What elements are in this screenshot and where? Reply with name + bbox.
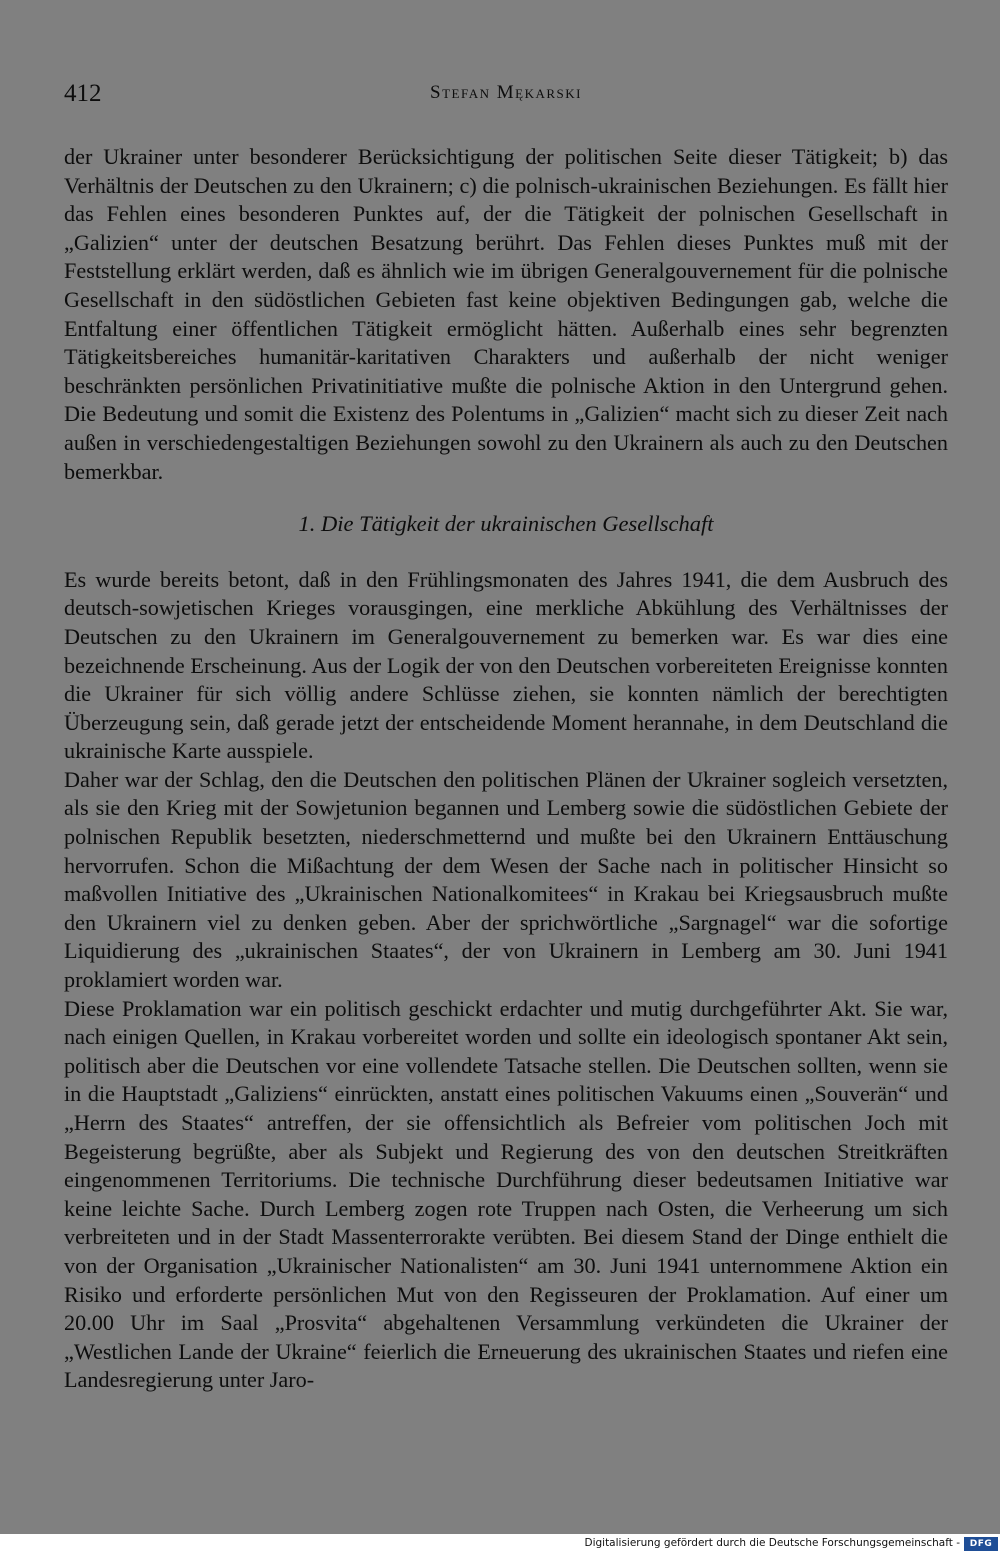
paragraph-2: Daher war der Schlag, den die Deutschen den politischen Plänen der Ukrainer sogleich versetzten, als sie den Krieg mit der Sowjetunion begannen und Lemberg sowie die südöstlichen Gebiete der polnischen Republik besetzten, niederschmetternd und mußte bei den Ukrainern Enttäuschung hervorrufen. Schon die Mißachtung der dem Wesen der Sache nach in politischer Hinsicht so maßvollen Initiative des „Ukrainischen Nationalkomitees“ in Krakau bei Kriegsausbruch mußte den Ukrainern viel zu denken geben. Aber der sprichwörtliche „Sargnagel“ war die sofortige Liquidierung des „ukrainischen Staates“, der von Ukrainern in Lemberg am 30. Juni 1941 proklamiert worden war. — [64, 766, 948, 993]
footer-credit: Digitalisierung gefördert durch die Deutsche Forschungsgemeinschaft - — [584, 1537, 960, 1549]
running-head — [64, 80, 948, 112]
page-number: 412 — [64, 80, 102, 107]
section-heading: 1. Die Tätigkeit der ukrainischen Gesellschaft — [298, 511, 714, 537]
running-head-author: Stefan Mękarski — [430, 82, 582, 103]
body-text — [64, 143, 948, 1395]
paragraph-1: Es wurde bereits betont, daß in den Frühlingsmonaten des Jahres 1941, die dem Ausbruch des deutsch-sowjetischen Krieges vorausgingen, eine merkliche Abkühlung des Verhältnisses der Deutschen zu den Ukrainern im Generalgouvernement zu bemerken war. Es war dies eine bezeichnende Erscheinung. Aus der Logik der von den Deutschen vorbereiteten Ereignisse konnten die Ukrainer für sich völlig andere Schlüsse ziehen, sie konnten nämlich der berechtigten Überzeugung sein, daß gerade jetzt der entscheidende Moment herannahe, in dem Deutschland die ukrainische Karte ausspiele. — [64, 566, 948, 764]
paragraph-3: Diese Proklamation war ein politisch geschickt erdachter und mutig durchgeführter Akt. Sie war, nach einigen Quellen, in Krakau vorbereitet worden und sollte ein ideologisch spontaner Akt sein, politisch aber die Deutschen vor eine vollendete Tatsache stellen. Die Deutschen sollten, wenn sie in die Hauptstadt „Galiziens“ einrückten, anstatt eines politischen Vakuums einen „Souverän“ und „Herrn des Staates“ antreffen, der sie offensichtlich als Befreier vom politischen Joch mit Begeisterung begrüßte, aber als Subjekt und Regierung des von den deutschen Streitkräften eingenommenen Territoriums. Die technische Durchführung dieser bedeutsamen Initiative war keine leichte Sache. Durch Lemberg zogen rote Truppen nach Osten, die Verheerung um sich verbreiteten und in der Stadt Massenterrorakte verübten. Bei diesem Stand der Dinge enthielt die von der Organisation „Ukrainischer Nationalisten“ am 30. Juni 1941 unternommene Aktion ein Risiko und erforderte persönlichen Mut von den Regisseuren der Proklamation. Auf einer um 20.00 Uhr im Saal „Prosvita“ abgehaltenen Versammlung verkündeten die Ukrainer der „Westlichen Lande der Ukraine“ feierlich die Erneuerung des ukrainischen Staates und riefen eine Landesregierung unter Jaro- — [64, 995, 948, 1393]
digitization-footer — [0, 1534, 1000, 1554]
paragraph-intro: der Ukrainer unter besonderer Berücksichtigung der politischen Seite dieser Tätigkeit; b) das Verhältnis der Deutschen zu den Ukrainern; c) die polnisch-ukrainischen Beziehungen. Es fällt hier das Fehlen eines besonderen Punktes auf, der die Tätigkeit der polnischen Gesellschaft in „Galizien“ unter der deutschen Besatzung berührt. Das Fehlen dieses Punktes muß mit der Feststellung erklärt werden, daß es ähnlich wie im übrigen Generalgouvernement für die polnische Gesellschaft in den südöstlichen Gebieten fast keine objektiven Bedingungen gab, welche die Entfaltung einer öffentlichen Tätigkeit ermöglicht hätten. Außerhalb eines sehr begrenzten Tätigkeitsbereiches humanitär-karitativen Charakters und außerhalb der nicht weniger beschränkten persönlichen Privatinitiative mußte die polnische Aktion in den Untergrund gehen. Die Bedeutung und somit die Existenz des Polentums in „Galizien“ macht sich zu dieser Zeit nach außen in verschiedengestaltigen Beziehungen sowohl zu den Ukrainern als auch zu den Deutschen bemerkbar. — [64, 144, 948, 484]
dfg-logo-icon: DFG — [964, 1537, 998, 1551]
